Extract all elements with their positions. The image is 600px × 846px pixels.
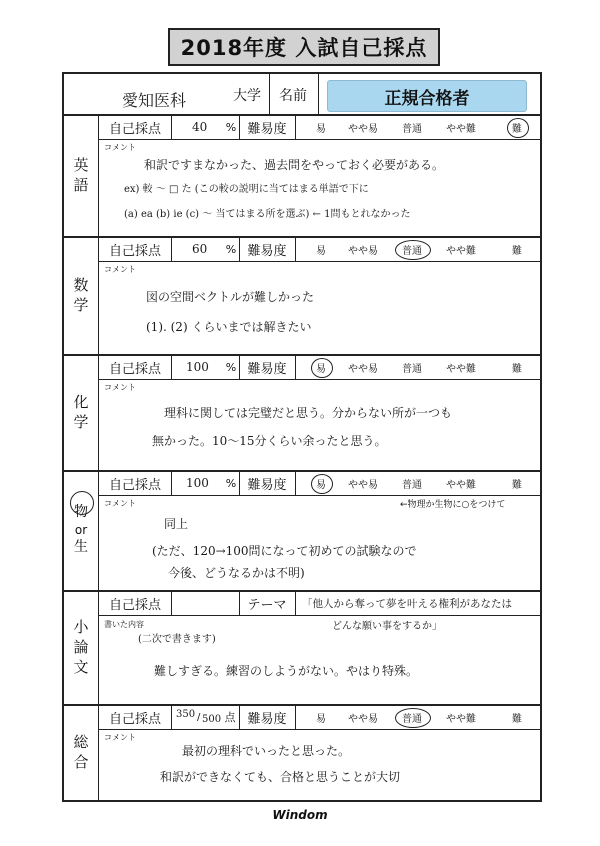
self-score-label: 自己採点 (108, 711, 161, 727)
selected-difficulty-mark (311, 358, 333, 378)
subject-physics-or-biology: 物 or 生 (74, 504, 88, 556)
essay-theme-2: どんな願い事をするか」 (332, 621, 442, 632)
essay-comment-1: 難しすぎる。練習のしようがない。やはり特殊。 (154, 664, 419, 678)
comment-label: コメント (104, 383, 136, 392)
total-score: 350 (176, 709, 196, 720)
difficulty-label: 難易度 (247, 243, 287, 259)
total-score-max: 500 (202, 714, 222, 725)
subject-total: 総 合 (73, 732, 89, 771)
score-sheet: 愛知医科 大学 名前 正規合格者 英 語 自己採点 40 % 難易度 易 やや易 普通 やや難 難 コメント 和訳ですまなかった、過去問をやっておく必要がある。 ex) 較 〜 □ た (この較の説明に当てはまる単語で下に (a) ea (b) ie (c) 〜 当てはまる所を選ぶ) ← 1問もとれなかった 数 学 自己採点 60 % 難易度 易 やや易 普通 やや難 難 コメント 図の空間ベクトルが難しかった (1). (2) くらいまでは解きたい 化 学 自己採点 100 % 難易度 易 やや易 普通 やや難 難 コメント 理科に関しては完璧だと思う。分からない所が一つも 無かった。10〜15分くらい余ったと思う。 物 or 生 自己採点 100 % 難易度 易 やや易 普通 やや難 難 コメント ←物理か生物に○をつけて 同上 (ただ、120→100問になって初めての試験なので 今後、どうなるかは不明) 小 論 文 自己採点 テーマ 「他人から奪って夢を叶える権利があなたは どんな願い事をするか」 書いた内容 (二次で書きます) 難しすぎる。練習のしようがない。やはり特殊。 総 合 自己採点 350 / 500 点 難易度 易 やや易 普通 やや難 難 コメント 最初の理科でいったと思った。 和訳ができなくても、合格と思うことが大切 (62, 72, 542, 802)
percent: % (225, 242, 237, 256)
diff-fairly-easy: やや易 (348, 713, 378, 725)
math-comment-1: 図の空間ベクトルが難しかった (146, 290, 315, 304)
diff-fairly-easy: やや易 (348, 363, 378, 375)
diff-hard: 難 (512, 245, 522, 257)
diff-normal: 普通 (402, 713, 422, 725)
name-value: 正規合格者 (327, 80, 527, 112)
school-value: 愛知医科 (122, 91, 187, 110)
selected-difficulty-mark (395, 240, 431, 260)
diff-easy: 易 (316, 479, 326, 491)
math-comment-2: (1). (2) くらいまでは解きたい (146, 320, 312, 334)
diff-easy: 易 (316, 363, 326, 375)
diff-hard: 難 (512, 123, 522, 135)
selected-difficulty-mark (507, 118, 529, 138)
english-comment-1: 和訳ですまなかった、過去問をやっておく必要がある。 (144, 158, 445, 172)
difficulty-label: 難易度 (247, 121, 287, 137)
english-comment-2: ex) 較 〜 □ た (この較の説明に当てはまる単語で下に (124, 184, 369, 195)
subject-essay: 小 論 文 (73, 617, 89, 677)
subject-chemistry: 化 学 (73, 392, 89, 431)
name-label: 名前 (279, 88, 307, 104)
self-score-label: 自己採点 (108, 243, 161, 259)
self-score-label: 自己採点 (108, 361, 161, 377)
subject-math: 数 学 (73, 275, 89, 314)
diff-normal: 普通 (402, 479, 422, 491)
chemistry-comment-2: 無かった。10〜15分くらい余ったと思う。 (152, 434, 387, 448)
page-title: 2018年度 入試自己採点 (168, 28, 440, 66)
diff-fairly-hard: やや難 (446, 123, 476, 135)
difficulty-label: 難易度 (247, 361, 287, 377)
comment-label: コメント (104, 265, 136, 274)
essay-theme: 「他人から奪って夢を叶える権利があなたは (302, 598, 512, 610)
theme-label: テーマ (247, 597, 287, 613)
school-suffix: 大学 (233, 88, 261, 104)
self-score-label: 自己採点 (108, 597, 161, 613)
diff-easy: 易 (316, 123, 326, 135)
diff-fairly-hard: やや難 (446, 363, 476, 375)
math-score: 60 (192, 242, 208, 256)
difficulty-label: 難易度 (247, 477, 287, 493)
subject-note: ←物理か生物に○をつけて (400, 500, 506, 510)
diff-fairly-easy: やや易 (348, 479, 378, 491)
science-comment-2: (ただ、120→100問になって初めての試験なので (152, 544, 417, 558)
diff-hard: 難 (512, 363, 522, 375)
total-comment-2: 和訳ができなくても、合格と思うことが大切 (160, 770, 401, 784)
diff-fairly-hard: やや難 (446, 245, 476, 257)
diff-normal: 普通 (402, 363, 422, 375)
science-comment-1: 同上 (164, 517, 189, 531)
english-score: 40 (192, 120, 208, 134)
english-comment-3: (a) ea (b) ie (c) 〜 当てはまる所を選ぶ) ← 1問もとれなかった (124, 209, 411, 220)
diff-easy: 易 (316, 245, 326, 257)
comment-label: コメント (104, 733, 136, 742)
diff-normal: 普通 (402, 123, 422, 135)
percent: % (225, 360, 237, 374)
diff-fairly-easy: やや易 (348, 123, 378, 135)
diff-fairly-easy: やや易 (348, 245, 378, 257)
percent: % (225, 120, 237, 134)
self-score-label: 自己採点 (108, 477, 161, 493)
science-comment-3: 今後、どうなるかは不明) (168, 566, 305, 580)
comment-label: コメント (104, 143, 136, 152)
subject-english: 英 語 (73, 155, 89, 194)
self-score-label: 自己採点 (108, 121, 161, 137)
percent: % (225, 476, 237, 490)
written-label: 書いた内容 (104, 620, 144, 629)
selected-subject-mark (70, 491, 94, 515)
comment-label: コメント (104, 499, 136, 508)
science-score: 100 (186, 476, 209, 490)
diff-fairly-hard: やや難 (446, 713, 476, 725)
selected-difficulty-mark (395, 708, 431, 728)
essay-written: (二次で書きます) (138, 634, 216, 645)
total-comment-1: 最初の理科でいったと思った。 (182, 744, 351, 758)
diff-normal: 普通 (402, 245, 422, 257)
chemistry-score: 100 (186, 360, 209, 374)
chemistry-comment-1: 理科に関しては完璧だと思う。分からない所が一つも (164, 406, 453, 420)
difficulty-label: 難易度 (247, 711, 287, 727)
diff-hard: 難 (512, 479, 522, 491)
diff-fairly-hard: やや難 (446, 479, 476, 491)
footer-brand: Windom (272, 808, 328, 822)
diff-easy: 易 (316, 713, 326, 725)
selected-difficulty-mark (311, 474, 333, 494)
diff-hard: 難 (512, 713, 522, 725)
points-unit: 点 (224, 711, 236, 724)
